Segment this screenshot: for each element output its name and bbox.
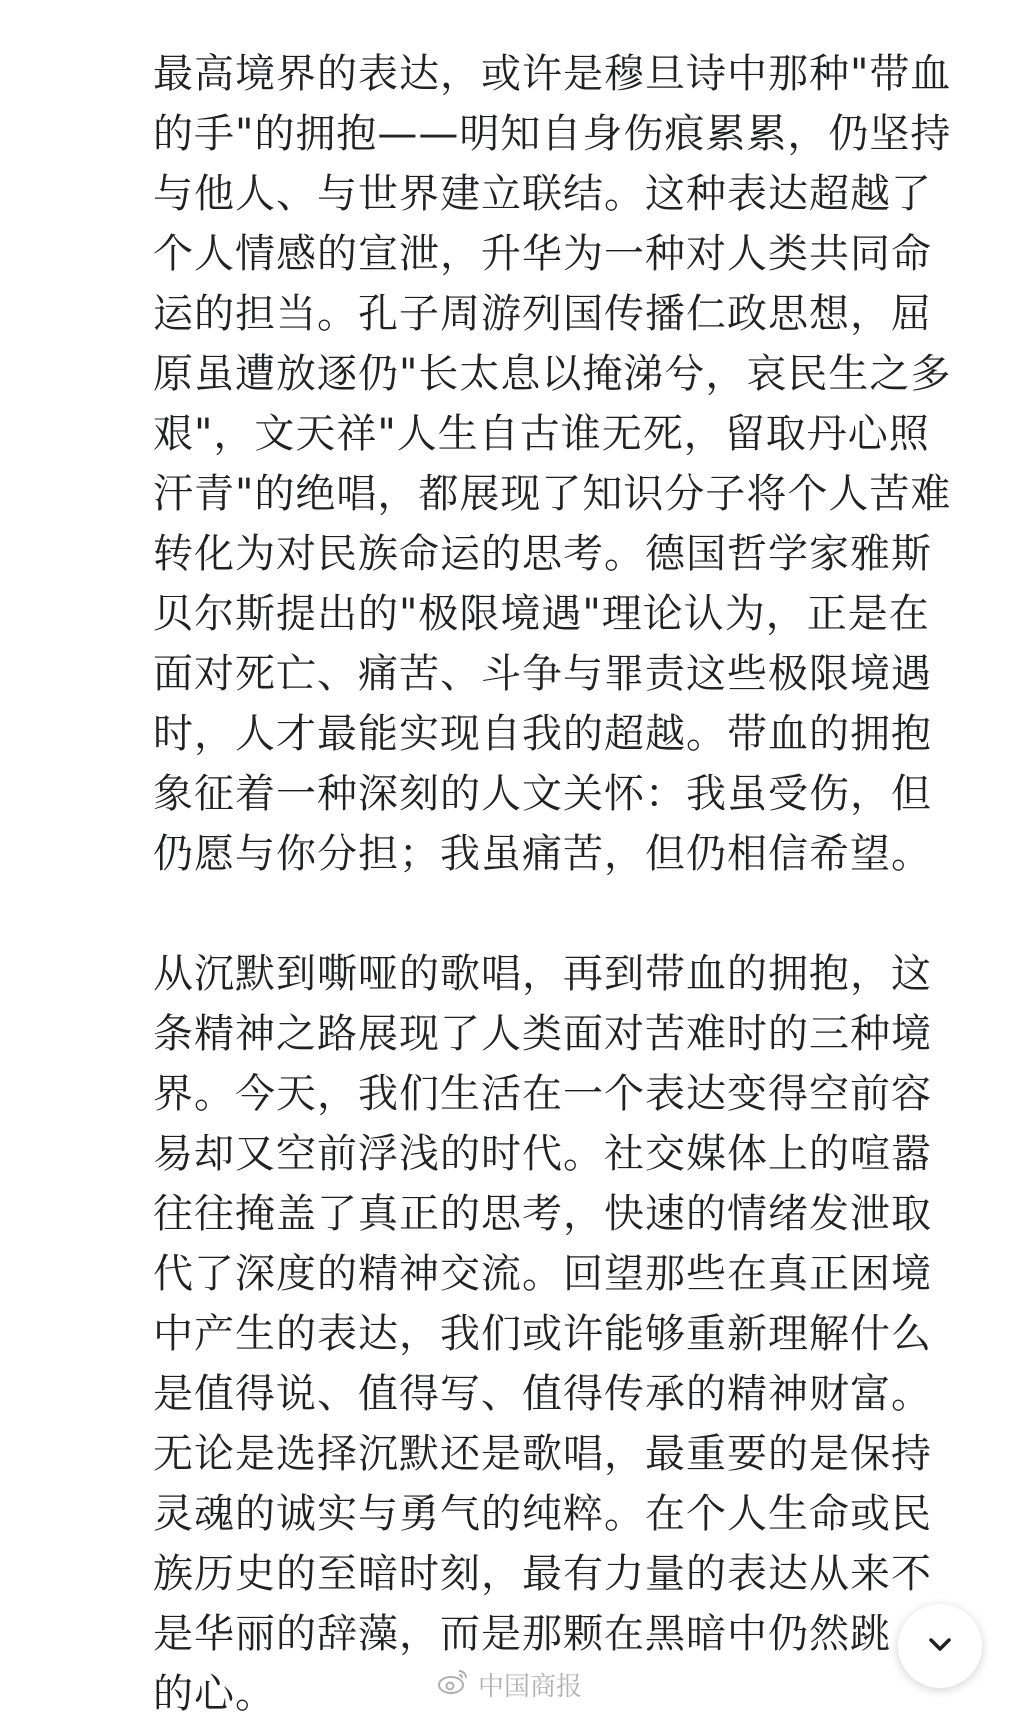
text-line: 的心。 (153, 1671, 276, 1717)
text-line: 贝尔斯提出的"极限境遇"理论认为，正是在 (153, 591, 930, 637)
text-line: 面对死亡、痛苦、斗争与罪责这些极限境遇 (153, 651, 932, 697)
text-line: 灵魂的诚实与勇气的纯粹。在个人生命或民 (153, 1491, 932, 1537)
watermark-text: 中国商报 (478, 1671, 583, 1702)
scroll-down-button[interactable] (898, 1604, 982, 1688)
text-line: 原虽遭放逐仍"长太息以掩涕兮，哀民生之多 (153, 351, 952, 397)
text-line: 界。今天，我们生活在一个表达变得空前容 (153, 1071, 932, 1117)
text-line: 从沉默到嘶哑的歌唱，再到带血的拥抱，这 (153, 951, 932, 997)
text-line: 仍愿与你分担；我虽痛苦，但仍相信希望。 (153, 831, 932, 877)
text-line: 的手"的拥抱——明知自身伤痕累累，仍坚持 (153, 111, 952, 157)
paragraph-1 (153, 44, 993, 884)
text-line: 无论是选择沉默还是歌唱，最重要的是保持 (153, 1431, 932, 1477)
text-line: 时，人才最能实现自我的超越。带血的拥抱 (153, 711, 932, 757)
chevron-down-icon (923, 1627, 957, 1665)
text-line: 条精神之路展现了人类面对苦难时的三种境 (153, 1011, 932, 1057)
text-line: 与他人、与世界建立联结。这种表达超越了 (153, 171, 932, 217)
paragraph-gap (153, 884, 993, 944)
text-line: 艰"，文天祥"人生自古谁无死，留取丹心照 (153, 411, 930, 457)
text-line: 易却又空前浮浅的时代。社交媒体上的喧嚣 (153, 1131, 932, 1177)
text-line: 代了深度的精神交流。回望那些在真正困境 (153, 1251, 932, 1297)
text-line: 往往掩盖了真正的思考，快速的情绪发泄取 (153, 1191, 932, 1237)
text-line: 是华丽的辞藻，而是那颗在黑暗中仍然跳 (153, 1611, 891, 1657)
text-line: 汗青"的绝唱，都展现了知识分子将个人苦难 (153, 471, 952, 517)
text-line: 是值得说、值得写、值得传承的精神财富。 (153, 1371, 932, 1417)
text-line: 族历史的至暗时刻，最有力量的表达从来不 (153, 1551, 932, 1597)
article-body (153, 44, 993, 1724)
text-line: 中产生的表达，我们或许能够重新理解什么 (153, 1311, 932, 1357)
paragraph-2 (153, 944, 993, 1724)
text-line: 转化为对民族命运的思考。德国哲学家雅斯 (153, 531, 932, 577)
text-line: 个人情感的宣泄，升华为一种对人类共同命 (153, 231, 932, 277)
text-line: 象征着一种深刻的人文关怀：我虽受伤，但 (153, 771, 932, 817)
weibo-icon (436, 1666, 470, 1703)
watermark (436, 1664, 582, 1704)
text-line: 运的担当。孔子周游列国传播仁政思想，屈 (153, 291, 932, 337)
text-line: 最高境界的表达，或许是穆旦诗中那种"带血 (153, 51, 952, 97)
